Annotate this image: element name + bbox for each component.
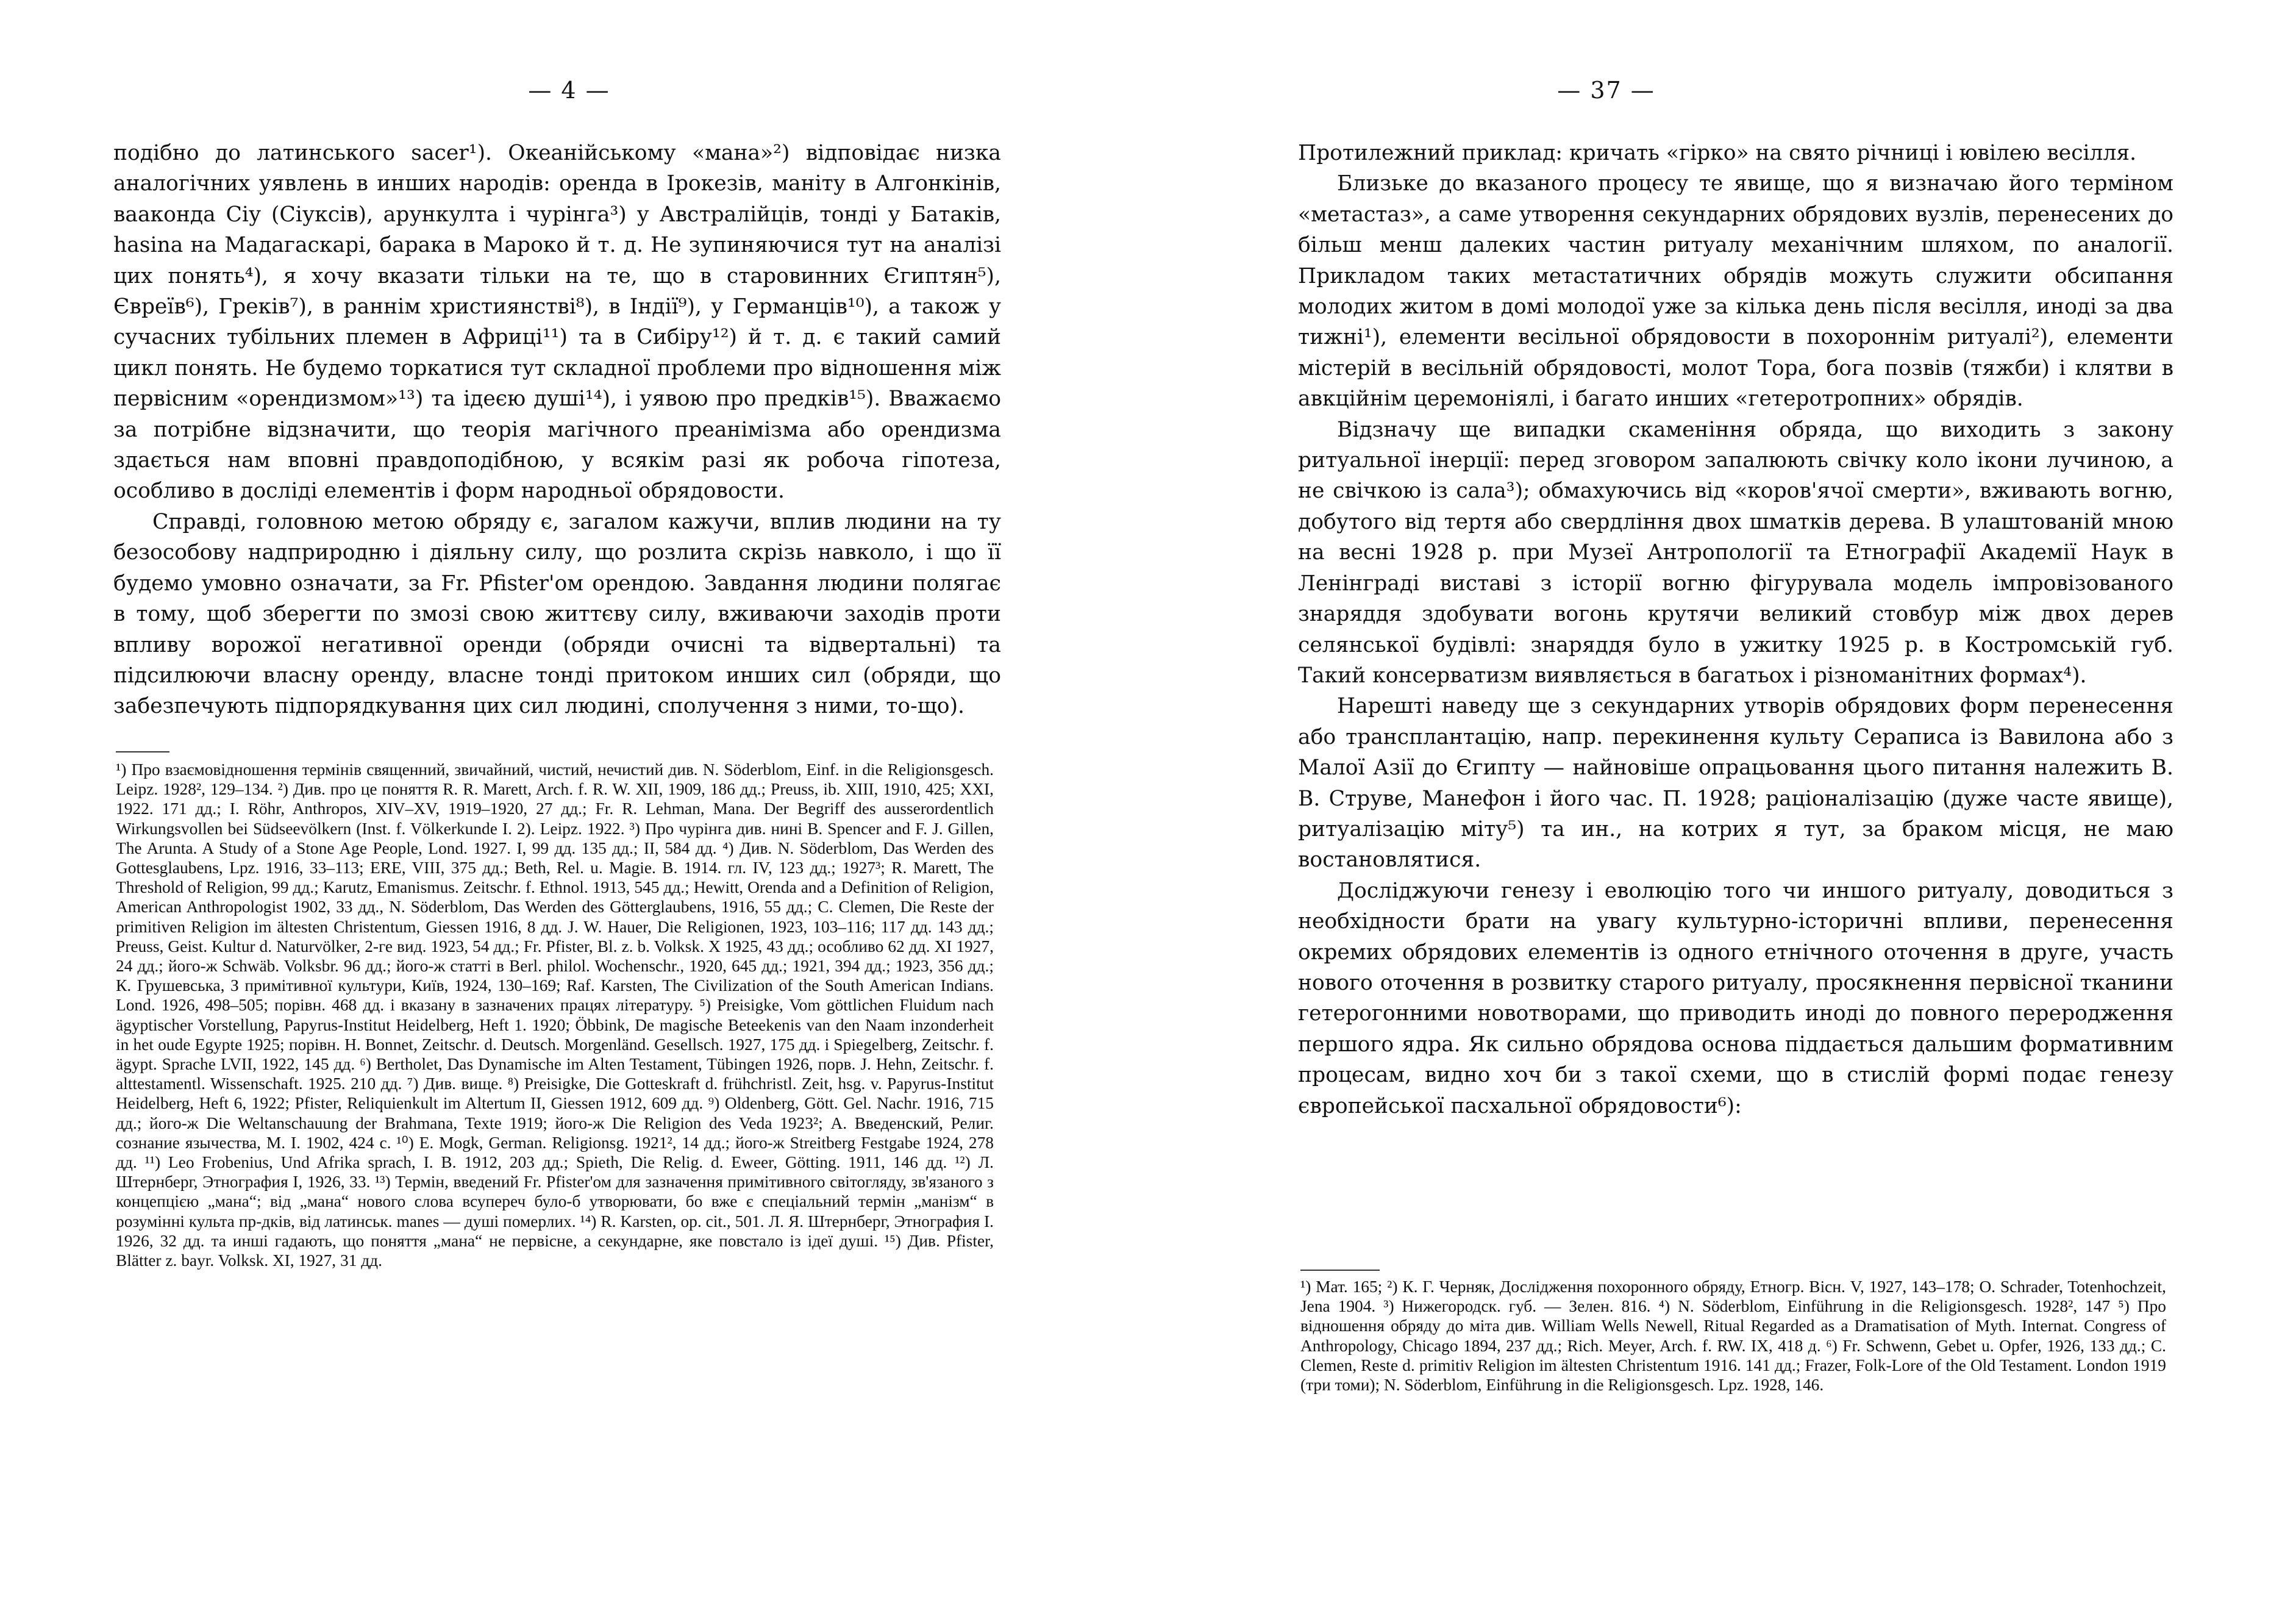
main-text xyxy=(113,138,1001,722)
paragraph: Досліджуючи генезу і еволюцію того чи иншого ритуалу, доводиться з необхідности брати на увагу культурно-історичні впливи, перенесення окремих обрядових елементів із одного етнічного оточення в друге, участь нового оточення в розвитку старого ритуалу, просякнення первісної тканини гетерогонними новотворами, що приводить иноді до повного переродження першого ядра. Як сильно обрядова основа піддається дальшим формативним процесам, видно хоч би з такої схеми, що в стислій формі подає генезу європейської пасхальної обрядовости⁶): xyxy=(1298,878,2173,1118)
page-number: — 4 — xyxy=(528,77,610,104)
footnote-text: ¹) Мат. 165; ²) К. Г. Черняк, Дослідження похоронного обряду, Етногр. Вісн. V, 1927, 143–178; O. Schrader, Totenhochzeit, Jena 1904. ³) Нижегородск. губ. — Зелен. 816. ⁴) N. Söderblom, Einführung in die Religionsgesch. 1928², 147 ⁵) Про відношення обряду до міта див. William Wells Newell, Ritual Regarded as a Dramatisation of Myth. Internat. Congress of Anthropology, Chicago 1894, 237 дд.; Rich. Meyer, Arch. f. RW. IX, 418 д. ⁶) Fr. Schwenn, Gebet u. Opfer, 1926, 133 дд.; C. Clemen, Reste d. primitiv Religion im ältesten Christentum 1916. 141 дд.; Frazer, Folk-Lore of the Old Testament. London 1919 (три томи); N. Söderblom, Einführung in die Religionsgesch. Lpz. 1928, 146. xyxy=(1300,1277,2166,1395)
footnote-separator xyxy=(116,751,169,752)
footnote-separator xyxy=(1300,1270,1380,1271)
paragraph: Справді, головною метою обряду є, загалом кажучи, вплив людини на ту безособову надприродню і діяльну силу, що розлита скрізь навколо, і що її будемо умовно означати, за Fr. Pfister'ом орендою. Завдання людини полягає в тому, щоб зберегти по змозі свою життєву силу, вживаючи заходів проти впливу ворожої негативної оренди (обряди очисні та відвертальні) та підсилюючи власну оренду, власне тонді притоком инших сил (обряди, що забезпечують підпорядкування цих сил людині, сполучення з ними, то-що). xyxy=(113,509,1001,719)
right-page xyxy=(1148,0,2296,1608)
paragraph: Близьке до вказаного процесу те явище, що я визначаю його терміном «метастаз», а саме утворення секундарних обрядових вузлів, перенесених до більш менш далеких частин ритуалу механічним шляхом, по аналогії. Прикладом таких метастатичних обрядів можуть служити обсипання молодих житом в домі молодої уже за кілька день після весілля, иноді за два тижні¹), елементи весільної обрядовости в похороннім ритуалі²), елементи містерій в весільній обрядовості, молот Тора, бога позвів (тяжби) і клятви в авкційнім церемоніялі, і багато инших «гетеротропних» обрядів. xyxy=(1298,171,2173,412)
paragraph: Відзначу ще випадки скаменіння обряда, що виходить з закону ритуальної інерції: перед зговором запалюють свічку коло ікони лучиною, а не свічкою із сала³); обмахуючись від «коров'ячої смерти», вживають вогню, добутого від тертя або свердління двох шматків дерева. В улаштованій мною на весні 1928 р. при Музеї Антропології та Етнографії Академії Наук в Ленінграді виставі з історії вогню фігурувала модель імпровізованого знаряддя здобувати вогонь крутячи великий стовбур між двох дерев селянської будівлі: знаряддя було в ужитку 1925 р. в Костромській губ. Такий консерватизм виявляється в багатьох і різноманітних формах⁴). xyxy=(1298,417,2173,688)
footnote-text: ¹) Про взаємовідношення термінів священний, звичайний, чистий, нечистий див. N. Söderblom, Einf. in die Religionsgesch. Leipz. 1928², 129–134. ²) Див. про це поняття R. R. Marett, Arch. f. R. W. XII, 1909, 186 дд.; Preuss, ib. XIII, 1910, 425; XXI, 1922. 171 дд.; I. Röhr, Anthropos, XIV–XV, 1919–1920, 27 дд.; Fr. R. Lehman, Mana. Der Begriff des ausserordentlich Wirkungsvollen bei Südseevölkern (Inst. f. Völkerkunde I. 2). Leipz. 1922. ³) Про чурінга див. нині B. Spencer and F. J. Gillen, The Arunta. A Study of a Stone Age People, Lond. 1927. I, 99 дд. 135 дд.; II, 584 дд. ⁴) Див. N. Söderblom, Das Werden des Gottesglaubens, Lpz. 1916, 33–113; ERE, VIII, 375 дд.; Beth, Rel. u. Magie. B. 1914. гл. IV, 123 дд.; 1927³; R. Marett, The Threshold of Religion, 99 дд.; Karutz, Emanismus. Zeitschr. f. Ethnol. 1913, 545 дд.; Hewitt, Orenda and a Definition of Religion, American Anthropologist 1902, 33 дд., N. Söderblom, Das Werden des Götterglaubens, 1916, 55 дд.; C. Clemen, Die Reste der primitiven Religion im ältesten Christentum, Giessen 1916, 8 дд. J. W. Hauer, Die Religionen, 1923, 103–116; 117 дд. 143 дд.; Preuss, Geist. Kultur d. Naturvölker, 2-ге вид. 1923, 54 дд.; Fr. Pfister, Bl. z. b. Volksk. X 1925, 43 дд.; особливо 62 дд. XI 1927, 24 дд.; його-ж Schwäb. Volksbr. 96 дд.; його-ж статті в Berl. philol. Wochenschr., 1920, 645 дд.; 1921, 394 дд.; 1923, 356 дд.; К. Грушевська, З примітивної культури, Київ, 1924, 130–169; Raf. Karsten, The Civilization of the South American Indians. Lond. 1926, 498–505; порівн. 468 дд. і вказану в зазначених працях літературу. ⁵) Preisigke, Vom göttlichen Fluidum nach ägyptischer Vorstellung, Papyrus-Institut Heidelberg, Heft 1. 1920; Öbbink, De magische Beteekenis van den Naam inzonderheit in het oude Egypte 1925; порівн. H. Bonnet, Zeitschr. d. Deutsch. Morgenländ. Gesellsch. 1927, 175 дд. і Spiegelberg, Zeitschr. f. ägypt. Sprache LVII, 1922, 145 дд. ⁶) Bertholet, Das Dynamische im Alten Testament, Tübingen 1926, порв. J. Hehn, Zeitschr. f. alttestamentl. Wissenschaft. 1925. 210 дд. ⁷) Див. вище. ⁸) Preisigke, Die Gotteskraft d. frühchristl. Zeit, hsg. v. Papyrus-Institut Heidelberg, Heft 6, 1922; Pfister, Reliquienkult im Altertum II, Giessen 1912, 609 дд. ⁹) Oldenberg, Gött. Gel. Nachr. 1916, 715 дд.; його-ж Die Weltanschauung der Brahmana, Texte 1919; його-ж Die Religion des Veda 1923²; А. Введенский, Религ. сознание язычества, М. I. 1902, 424 с. ¹⁰) E. Mogk, German. Religionsg. 1921², 14 дд.; його-ж Streitberg Festgabe 1924, 278 дд. ¹¹) Leo Frobenius, Und Afrika sprach, I. B. 1912, 203 дд.; Spieth, Die Relig. d. Eweer, Götting. 1911, 146 дд. ¹²) Л. Штернберг, Этнография I, 1926, 33. ¹³) Термін, введений Fr. Pfister'ом для зазначення примітивного світогляду, зв'язаного з концепцією „мана“; від „мана“ нового слова всупереч було-б утворювати, бо вже є спеціальний термін „манізм“ в розумінні культа пр-дків, від латинськ. manes — душі померлих. ¹⁴) R. Karsten, op. cit., 501. Л. Я. Штернберг, Этнография I. 1926, 32 дд. та инші гадають, що поняття „мана“ не первісне, а секундарне, яке повстало із ідеї душі. ¹⁵) Див. Pfister, Blätter z. bayr. Volksk. XI, 1927, 31 дд. xyxy=(116,760,994,1270)
main-text xyxy=(1298,138,2173,1121)
footnotes xyxy=(116,760,994,1270)
page-number: — 37 — xyxy=(1557,77,1655,104)
paragraph: Нарешті наведу ще з секундарних утворів обрядових форм перенесення або трансплантацію, напр. перекинення культу Сераписа із Вавилона або з Малої Азії до Єгипту — найновіше опрацьовання цього питання належить В. В. Струве, Манефон і його час. П. 1928; раціоналізацію (дуже часте явище), ритуалізацію міту⁵) та ин., на котрих я тут, за браком місця, не маю востановлятися. xyxy=(1298,694,2173,873)
paragraph: подібно до латинського sacer¹). Океанійському «мана»²) відповідає низка аналогічних уявлень в инших народів: оренда в Ірокезів, маніту в Алгонкінів, вааконда Сіу (Сіуксів), арункулта і чурінга³) у Австралійців, тонді у Батаків, hasina на Мадагаскарі, барака в Мароко й т. д. Не зупиняючися тут на аналізі цих понять⁴), я хочу вказати тільки на те, що в старовинних Єгиптян⁵), Євреїв⁶), Греків⁷), в раннім християнстві⁸), в Індії⁹), у Германців¹⁰), а також у сучасних тубільних племен в Африці¹¹) та в Сибіру¹²) й т. д. є такий самий цикл понять. Не будемо торкатися тут складної проблеми про відношення між первісним «орендизмом»¹³) та ідеєю душі¹⁴), і уявою про предків¹⁵). Вважаємо за потрібне відзначити, що теорія магічного преанімізма або орендизма здається нам вповні правдоподібною, у всякім разі як робоча гіпотеза, особливо в досліді елементів і форм народньої обрядовости. xyxy=(113,141,1001,504)
footnotes xyxy=(1300,1277,2166,1395)
paragraph: Протилежний приклад: кричать «гірко» на свято річниці і ювілею весілля. xyxy=(1298,141,2137,165)
